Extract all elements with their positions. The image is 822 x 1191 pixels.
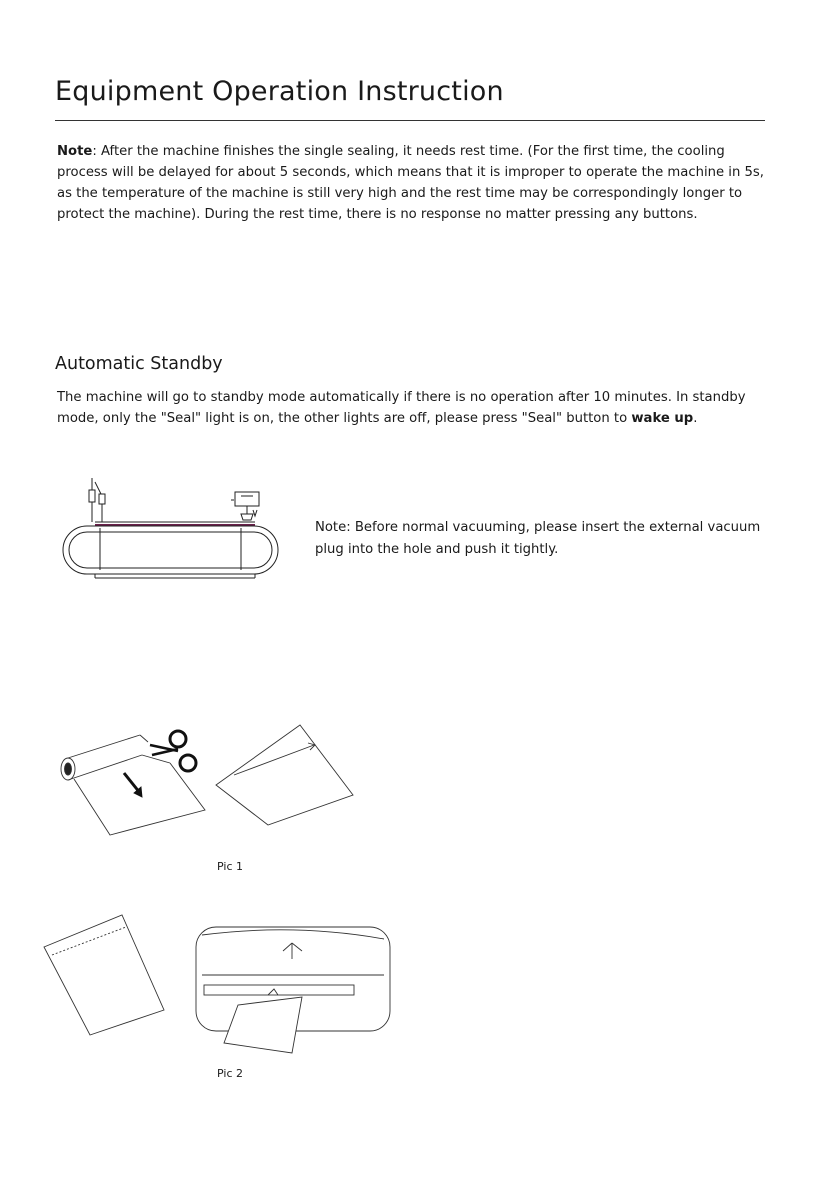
pic-2-caption: Pic 2	[217, 1067, 243, 1080]
vacuum-plug-note: Note: Before normal vacuuming, please insert the external vacuum plug into the hole and push it tightly.	[315, 520, 761, 557]
title-divider	[55, 120, 765, 121]
rest-time-note	[57, 141, 769, 225]
machine-side-view-illustration	[55, 470, 290, 585]
bag-sealing-illustration	[42, 915, 392, 1055]
standby-heading: Automatic Standby	[55, 354, 223, 374]
bag-roll-cutting-illustration	[50, 715, 365, 840]
note-text: : After the machine finishes the single sealing, it needs rest time. (For the first time, the cooling process will be delayed for about 5 seconds, which means that it is improper to operate the machine in 5s, as the temperature of the machine is still very high and the rest time may be correspondingly longer to protect the machine). During the rest time, there is no response no matter pressing any buttons.	[57, 144, 764, 222]
wake-up-emphasis: wake up	[631, 411, 694, 426]
standby-end: .	[693, 411, 698, 426]
standby-paragraph	[57, 387, 769, 429]
note-label: Note	[57, 144, 93, 159]
standby-text: The machine will go to standby mode automatically if there is no operation after 10 minutes. In standby mode, only the "Seal" light is on, the other lights are off, please press "Seal" button to	[57, 390, 746, 426]
pic-1-caption: Pic 1	[217, 860, 243, 873]
page-title: Equipment Operation Instruction	[55, 76, 504, 107]
